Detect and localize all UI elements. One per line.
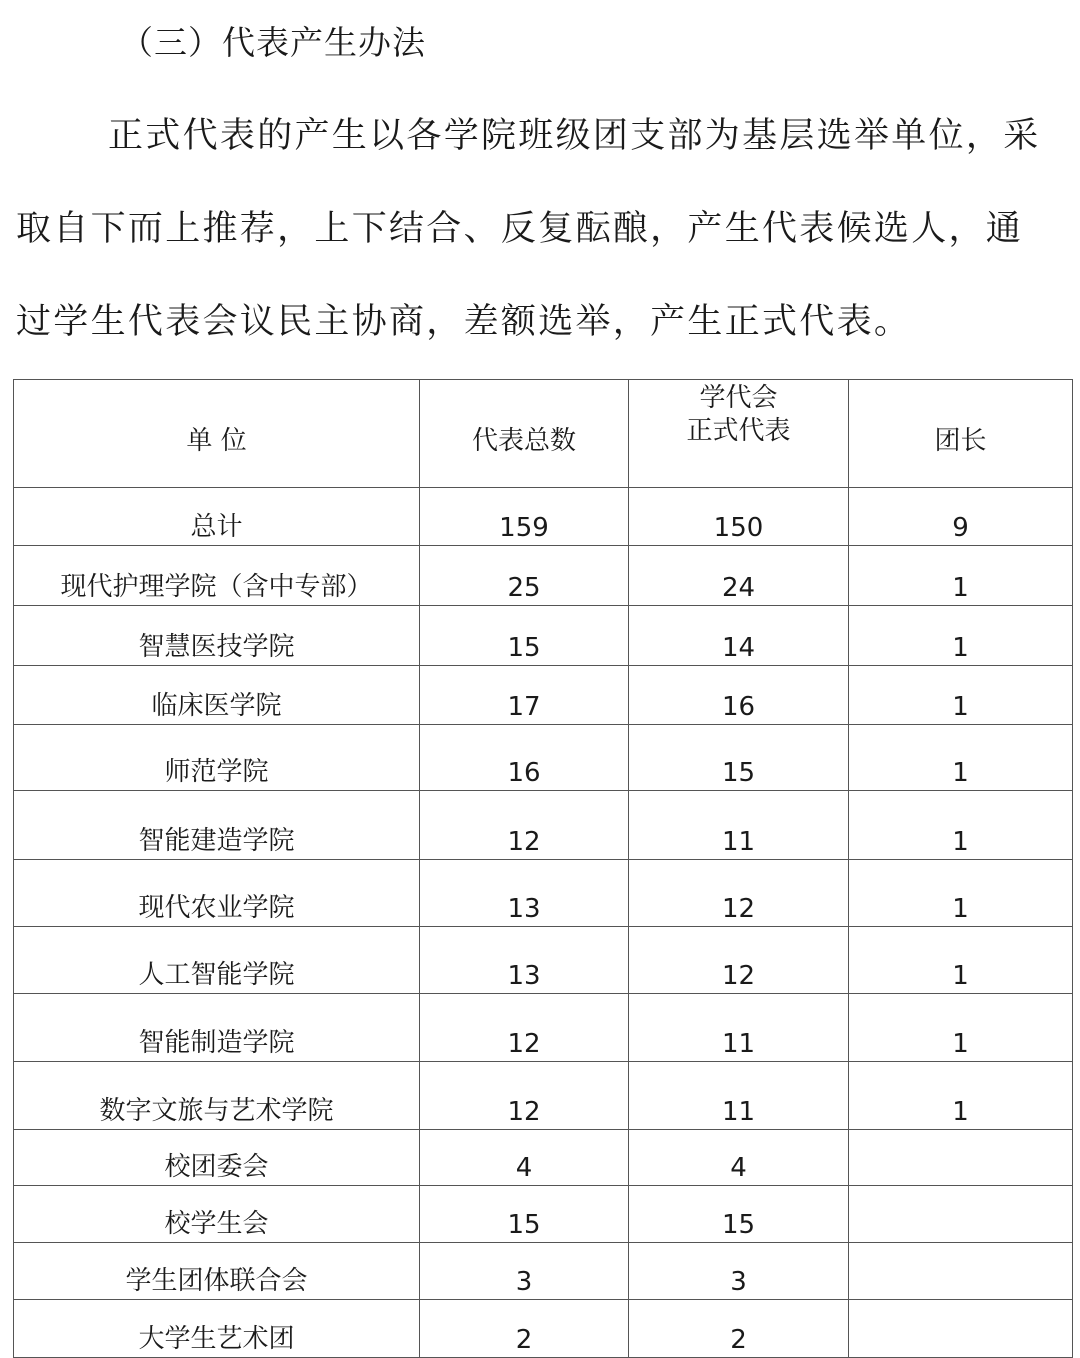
cell-unit: 学生团体联合会: [14, 1243, 420, 1300]
cell-total-reps: 12: [420, 1062, 629, 1130]
cell-leader: 1: [849, 546, 1073, 606]
cell-formal-reps: 12: [629, 927, 849, 994]
table-row: [14, 666, 1073, 725]
table-header-row: [14, 380, 1073, 488]
cell-total-reps: 13: [420, 927, 629, 994]
cell-formal-reps: 12: [629, 860, 849, 927]
cell-formal-reps: 11: [629, 791, 849, 860]
cell-leader: [849, 1186, 1073, 1243]
cell-formal-reps: 15: [629, 725, 849, 791]
table-row: [14, 1062, 1073, 1130]
cell-leader: 9: [849, 488, 1073, 546]
cell-unit: 智能建造学院: [14, 791, 420, 860]
cell-unit: 临床医学院: [14, 666, 420, 725]
cell-total-reps: 12: [420, 994, 629, 1062]
section-heading: （三）代表产生办法: [120, 23, 426, 62]
cell-total-reps: 12: [420, 791, 629, 860]
cell-unit: 大学生艺术团: [14, 1300, 420, 1358]
representatives-table: [13, 379, 1073, 1358]
header-formal-reps-line1: 学代会: [699, 383, 778, 413]
cell-unit: 智慧医技学院: [14, 606, 420, 666]
cell-formal-reps: 24: [629, 546, 849, 606]
cell-formal-reps: 14: [629, 606, 849, 666]
cell-formal-reps: 2: [629, 1300, 849, 1358]
cell-total-reps: 25: [420, 546, 629, 606]
cell-total-reps: 13: [420, 860, 629, 927]
cell-formal-reps: 16: [629, 666, 849, 725]
header-unit: 单 位: [14, 380, 420, 488]
cell-total-reps: 15: [420, 606, 629, 666]
header-formal-reps-line2: 正式代表: [686, 416, 791, 446]
cell-leader: [849, 1243, 1073, 1300]
cell-formal-reps: 11: [629, 1062, 849, 1130]
table-row: [14, 725, 1073, 791]
cell-total-reps: 15: [420, 1186, 629, 1243]
table-row: [14, 1300, 1073, 1358]
cell-formal-reps: 150: [629, 488, 849, 546]
cell-leader: 1: [849, 725, 1073, 791]
cell-total-reps: 159: [420, 488, 629, 546]
table-row: [14, 488, 1073, 546]
table-body: [14, 488, 1073, 1358]
cell-leader: [849, 1300, 1073, 1358]
cell-total-reps: 2: [420, 1300, 629, 1358]
cell-unit: 现代护理学院（含中专部）: [14, 546, 420, 606]
table-row: [14, 546, 1073, 606]
cell-total-reps: 4: [420, 1130, 629, 1186]
cell-unit: 校团委会: [14, 1130, 420, 1186]
cell-leader: 1: [849, 606, 1073, 666]
cell-formal-reps: 15: [629, 1186, 849, 1243]
cell-unit: 数字文旅与艺术学院: [14, 1062, 420, 1130]
header-formal-reps: [629, 380, 849, 488]
cell-unit: 智能制造学院: [14, 994, 420, 1062]
paragraph-line: 取自下而上推荐，上下结合、反复酝酿，产生代表候选人，通: [16, 209, 1024, 249]
header-leader: 团长: [849, 380, 1073, 488]
cell-formal-reps: 4: [629, 1130, 849, 1186]
table-row: [14, 791, 1073, 860]
table-row: [14, 606, 1073, 666]
cell-total-reps: 16: [420, 725, 629, 791]
cell-formal-reps: 11: [629, 994, 849, 1062]
cell-leader: [849, 1130, 1073, 1186]
cell-unit: 人工智能学院: [14, 927, 420, 994]
cell-unit: 现代农业学院: [14, 860, 420, 927]
cell-unit: 师范学院: [14, 725, 420, 791]
table-row: [14, 1130, 1073, 1186]
paragraph-line: 正式代表的产生以各学院班级团支部为基层选举单位，采: [108, 116, 1041, 156]
cell-total-reps: 3: [420, 1243, 629, 1300]
table-row: [14, 860, 1073, 927]
header-total-reps: 代表总数: [420, 380, 629, 488]
cell-total-reps: 17: [420, 666, 629, 725]
cell-leader: 1: [849, 791, 1073, 860]
cell-unit: 总计: [14, 488, 420, 546]
cell-unit: 校学生会: [14, 1186, 420, 1243]
cell-leader: 1: [849, 860, 1073, 927]
cell-formal-reps: 3: [629, 1243, 849, 1300]
table-row: [14, 1243, 1073, 1300]
cell-leader: 1: [849, 994, 1073, 1062]
cell-leader: 1: [849, 666, 1073, 725]
table-row: [14, 1186, 1073, 1243]
paragraph-line: 过学生代表会议民主协商，差额选举，产生正式代表。: [16, 302, 912, 342]
table-row: [14, 994, 1073, 1062]
cell-leader: 1: [849, 1062, 1073, 1130]
cell-leader: 1: [849, 927, 1073, 994]
table-row: [14, 927, 1073, 994]
